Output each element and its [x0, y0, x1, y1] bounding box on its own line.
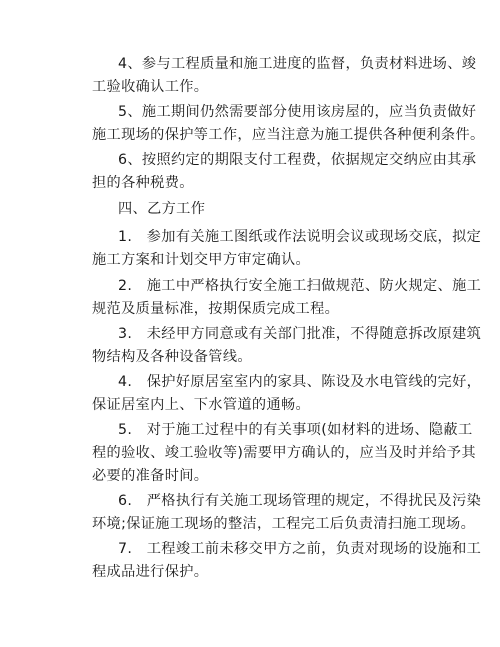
list-item-line: 6. 严格执行有关施工现场管理的规定，不得扰民及污染	[118, 493, 482, 509]
paragraph-line: 施工现场的保护等工作，应当注意为施工提供各种便利条件。	[92, 127, 485, 143]
list-item-6	[92, 490, 482, 536]
paragraph-item-5	[92, 101, 485, 147]
list-item-line: 2. 施工中严格执行安全施工扫做规范、防火规定、施工	[118, 278, 482, 294]
paragraph-line: 4、参与工程质量和施工进度的监督，负责材料进场、竣	[118, 56, 477, 72]
paragraph-line: 担的各种税费。	[92, 175, 194, 191]
paragraph-line: 6、按照约定的期限支付工程费，依据规定交纳应由其承	[118, 152, 477, 168]
list-item-line: 施工方案和计划交甲方审定确认。	[92, 252, 311, 268]
section-heading: 四、乙方工作	[118, 201, 206, 217]
list-item-line: 保证居室内上、下水管道的通畅。	[92, 397, 311, 413]
list-item-1	[92, 226, 482, 272]
list-item-line: 规范及质量标准，按期保质完成工程。	[92, 301, 340, 317]
list-item-line: 4. 保护好原居室室内的家具、陈设及水电管线的完好，	[118, 374, 482, 390]
list-item-line: 7. 工程竣工前未移交甲方之前，负责对现场的设施和工	[118, 541, 482, 557]
list-item-4	[92, 371, 482, 417]
list-item-line: 5. 对于施工过程中的有关事项(如材料的进场、隐蔽工	[118, 422, 473, 438]
list-item-line: 环境;保证施工现场的整洁，工程完工后负责清扫施工现场。	[92, 516, 476, 532]
list-item-7	[92, 538, 482, 584]
list-item-line: 1. 参加有关施工图纸或作法说明会议或现场交底，拟定	[118, 229, 482, 245]
list-item-line: 物结构及各种设备管线。	[92, 349, 252, 365]
list-item-5	[92, 419, 476, 488]
paragraph-item-4	[92, 53, 477, 99]
paragraph-line: 工验收确认工作。	[92, 79, 209, 95]
paragraph-line: 5、施工期间仍然需要部分使用该房屋的，应当负责做好	[118, 104, 477, 120]
list-item-line: 程成品进行保护。	[92, 564, 209, 580]
paragraph-item-6	[92, 149, 477, 195]
list-item-line: 3. 未经甲方同意或有关部门批准，不得随意拆改原建筑	[118, 326, 482, 342]
list-item-line: 必要的准备时间。	[92, 468, 209, 484]
list-item-line: 程的验收、竣工验收等)需要甲方确认的，应当及时并给予其	[92, 445, 476, 461]
list-item-3	[92, 323, 482, 369]
list-item-2	[92, 275, 482, 321]
